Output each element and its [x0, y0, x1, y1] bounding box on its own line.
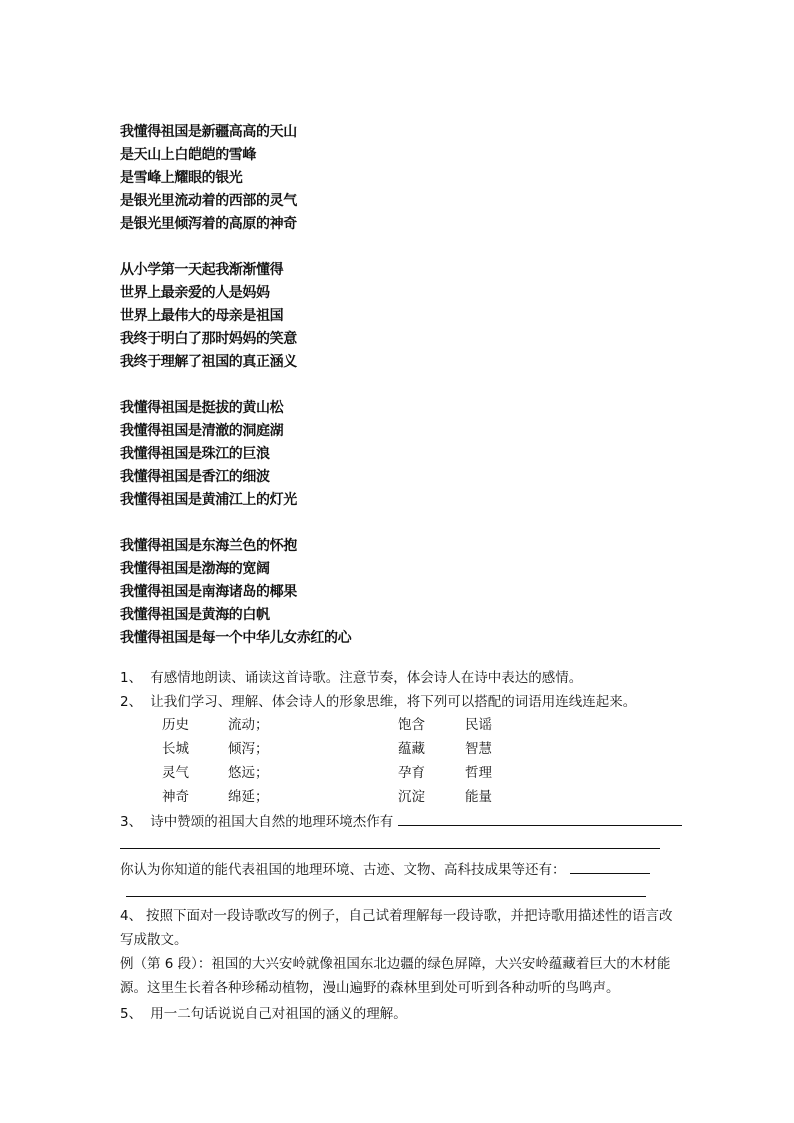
grid-word[interactable]: 民谣 — [465, 717, 492, 733]
answer-blank[interactable] — [570, 859, 650, 874]
question-5 — [120, 1002, 407, 1022]
poem-line: 我懂得祖国是渤海的宽阔 — [120, 561, 270, 577]
poem — [120, 121, 540, 650]
question-text: 让我们学习、理解、体会诗人的形象思维，将下列可以搭配的词语用连线连起来。 — [150, 694, 637, 710]
poem-line: 我懂得祖国是黄浦江上的灯光 — [120, 492, 297, 508]
answer-blank[interactable] — [398, 811, 682, 826]
poem-line: 从小学第一天起我渐渐懂得 — [120, 262, 284, 278]
poem-stanza-2 — [120, 259, 540, 374]
stanza-gap — [120, 512, 540, 535]
stanza-gap — [120, 374, 540, 397]
question-text: 诗中赞颂的祖国大自然的地理环境杰作有 — [150, 814, 394, 830]
poem-line: 世界上最亲爱的人是妈妈 — [120, 285, 270, 301]
poem-line: 我懂得祖国是挺拔的黄山松 — [120, 400, 284, 416]
grid-word[interactable]: 孕育 — [398, 765, 425, 781]
grid-word[interactable]: 流动； — [228, 717, 269, 733]
poem-line: 我懂得祖国是珠江的巨浪 — [120, 446, 270, 462]
question-number: 1、 — [120, 670, 143, 686]
question-text: 你认为你知道的能代表祖国的地理环境、古迹、文物、高科技成果等还有： — [120, 862, 566, 878]
question-3-followup — [120, 858, 650, 878]
question-4 — [120, 904, 676, 1000]
poem-stanza-1 — [120, 121, 540, 236]
grid-word[interactable]: 能量 — [465, 789, 492, 805]
question-text: 用一二句话说说自己对祖国的涵义的理解。 — [150, 1006, 407, 1022]
question-text: 写成散文。 — [120, 932, 188, 948]
grid-word[interactable]: 沉淀 — [398, 789, 425, 805]
poem-line: 是银光里流动着的西部的灵气 — [120, 193, 297, 209]
poem-stanza-4 — [120, 535, 540, 650]
poem-line: 我终于明白了那时妈妈的笑意 — [120, 331, 297, 347]
poem-line: 我懂得祖国是新疆高高的天山 — [120, 124, 297, 140]
example-text: 例（第 6 段）：祖国的大兴安岭就像祖国东北边疆的绿色屏障，大兴安岭蕴藏着巨大的木材能 — [120, 956, 671, 972]
grid-word[interactable]: 智慧 — [465, 741, 492, 757]
poem-stanza-3 — [120, 397, 540, 512]
grid-word[interactable]: 绵延； — [228, 789, 269, 805]
poem-line: 我懂得祖国是香江的细波 — [120, 469, 270, 485]
question-2 — [120, 690, 636, 710]
grid-word[interactable]: 历史 — [162, 717, 189, 733]
poem-line: 我懂得祖国是黄海的白帆 — [120, 607, 270, 623]
poem-line: 是天山上白皑皑的雪峰 — [120, 147, 256, 163]
poem-line: 我终于理解了祖国的真正涵义 — [120, 354, 297, 370]
stanza-gap — [120, 236, 540, 259]
question-number: 5、 — [120, 1006, 143, 1022]
question-1 — [120, 666, 582, 686]
poem-line: 我懂得祖国是南海诸岛的椰果 — [120, 584, 297, 600]
question-3 — [120, 810, 682, 830]
poem-line: 是雪峰上耀眼的银光 — [120, 170, 243, 186]
grid-word[interactable]: 悠远； — [228, 765, 269, 781]
grid-word[interactable]: 长城 — [162, 741, 189, 757]
question-number: 2、 — [120, 694, 143, 710]
poem-line: 我懂得祖国是每一个中华儿女赤红的心 — [120, 630, 352, 646]
poem-line: 是银光里倾泻着的高原的神奇 — [120, 216, 297, 232]
grid-word[interactable]: 蕴藏 — [398, 741, 425, 757]
example-text: 源。这里生长着各种珍稀动植物，漫山遍野的森林里到处可听到各种动听的鸟鸣声。 — [120, 980, 620, 996]
question-number: 3、 — [120, 814, 143, 830]
poem-line: 我懂得祖国是清澈的洞庭湖 — [120, 423, 284, 439]
question-text: 按照下面对一段诗歌改写的例子，自己试着理解每一段诗歌，并把诗歌用描述性的语言改 — [146, 908, 673, 924]
grid-word[interactable]: 饱含 — [398, 717, 425, 733]
grid-word[interactable]: 倾泻； — [228, 741, 269, 757]
question-4-line — [120, 904, 676, 928]
poem-line: 我懂得祖国是东海兰色的怀抱 — [120, 538, 297, 554]
answer-line[interactable] — [120, 848, 660, 849]
answer-line[interactable] — [126, 896, 646, 897]
question-number: 4、 — [120, 908, 143, 924]
poem-line: 世界上最伟大的母亲是祖国 — [120, 308, 284, 324]
question-text: 有感情地朗读、诵读这首诗歌。注意节奏，体会诗人在诗中表达的感情。 — [150, 670, 583, 686]
grid-word[interactable]: 灵气 — [162, 765, 189, 781]
grid-word[interactable]: 哲理 — [465, 765, 492, 781]
grid-word[interactable]: 神奇 — [162, 789, 189, 805]
